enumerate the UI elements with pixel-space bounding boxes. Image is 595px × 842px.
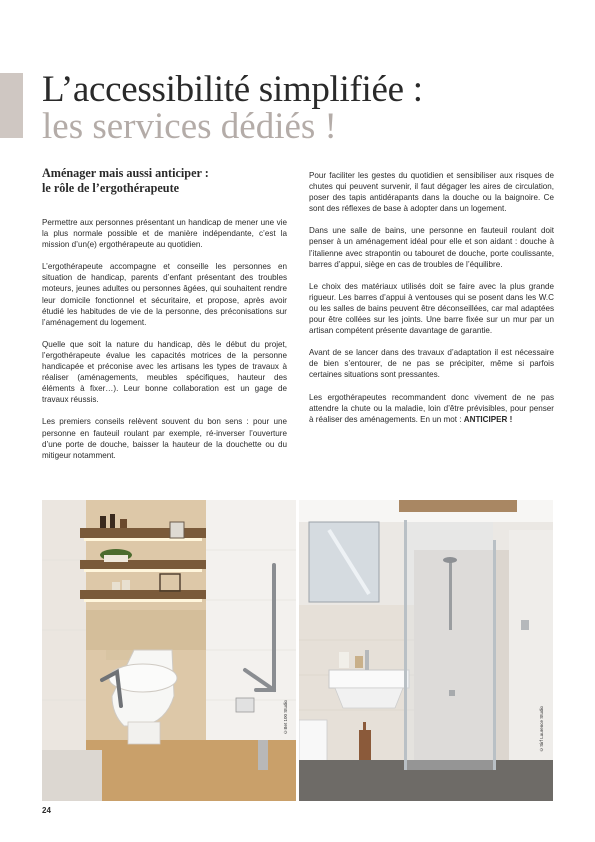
paragraph: Dans une salle de bains, une personne en fauteuil roulant doit penser à un aménagement idéal pour elle et son aidant : douche à l’italienne avec strapontin ou tabouret de douche, porte coulissante, barres d’appui, siège en cas de troubles de l’équilibre. [309,226,554,269]
right-column [309,170,554,436]
section-heading-line1: Aménager mais aussi anticiper : [42,166,209,180]
paragraph: L’ergothérapeute accompagne et conseille les personnes en situation de handicap, parents d’enfant présentant des troubles moteurs, jeunes adultes ou personnes âgées, qui souhaitent rendre leur domicile fonctionnel et sécuritaire, et propose, après avoir étudié les habitudes de vie de la personne, des préconisations sur l’aménagement du logement. [42,262,287,327]
conclusion-emphasis: ANTICIPER ! [463,414,513,424]
paragraph-conclusion [309,392,554,425]
paragraph: Quelle que soit la nature du handicap, dès le début du projet, l’ergothérapeute évalue les capacités motrices de la personne handicapée et préconise avec les artisans les types de travaux à réaliser (aménagements, meubles spécifiques, hauteur des éléments à fixer…). Leur bonne collaboration est un gage de travaux réussis. [42,339,287,405]
paragraph: Pour faciliter les gestes du quotidien et sensibiliser aux risques de chutes qui peuvent survenir, il faut dégager les aires de circulation, poser des tapis antidérapants dans la douche ou la baignoire. Ce sont des réflexes de base à adopter dans un logement. [309,171,554,214]
decorative-side-bar [0,73,23,138]
left-column [42,166,287,472]
page-title: L’accessibilité simplifiée : [42,69,423,110]
section-heading-line2: le rôle de l’ergothérapeute [42,181,180,195]
conclusion-text: Les ergothérapeutes recommandent donc vivement de ne pas attendre la chute ou la maladie, loin d’être prévisibles, pour penser à réaliser des aménagements. En un mot : [309,392,554,424]
page-number: 24 [42,806,51,815]
photo-credit: ©Bet 100 Studio [283,700,288,735]
paragraph: Avant de se lancer dans des travaux d’adaptation il est nécessaire de bien s’entourer, de ne pas se précipiter, même si parfois certaines situations sont pressantes. [309,348,554,380]
paragraph: Permettre aux personnes présentant un handicap de mener une vie la plus normale possible et de manière indépendante, c’est la mission d’un(e) ergothérapeute au quotidien. [42,218,287,250]
page-subtitle: les services dédiés ! [42,106,337,147]
bathroom-illustration [299,500,553,801]
paragraph: Les premiers conseils relèvent souvent du bon sens : pour une personne en fauteuil roulant par exemple, ré-inverser l’ouverture d’une porte de douche, baisser la hauteur de la douchette ou du mitigeur notamment. [42,417,287,460]
photo-credit: ©Sirf Laurence Studio [539,706,544,752]
section-heading [42,166,287,196]
toilet-illustration [42,500,296,801]
paragraph: Le choix des matériaux utilisés doit se faire avec la plus grande rigueur. Les barres d’appui à ventouses qui se posent dans les W.C ou les salles de bains peuvent être déconseillées, car mal adaptées pour être collées sur les joints. Une barre fixée sur un mur par un artisan compétent présente davantage de garantie. [309,281,554,336]
photo-accessible-bathroom [299,500,553,801]
photo-accessible-toilet [42,500,296,801]
